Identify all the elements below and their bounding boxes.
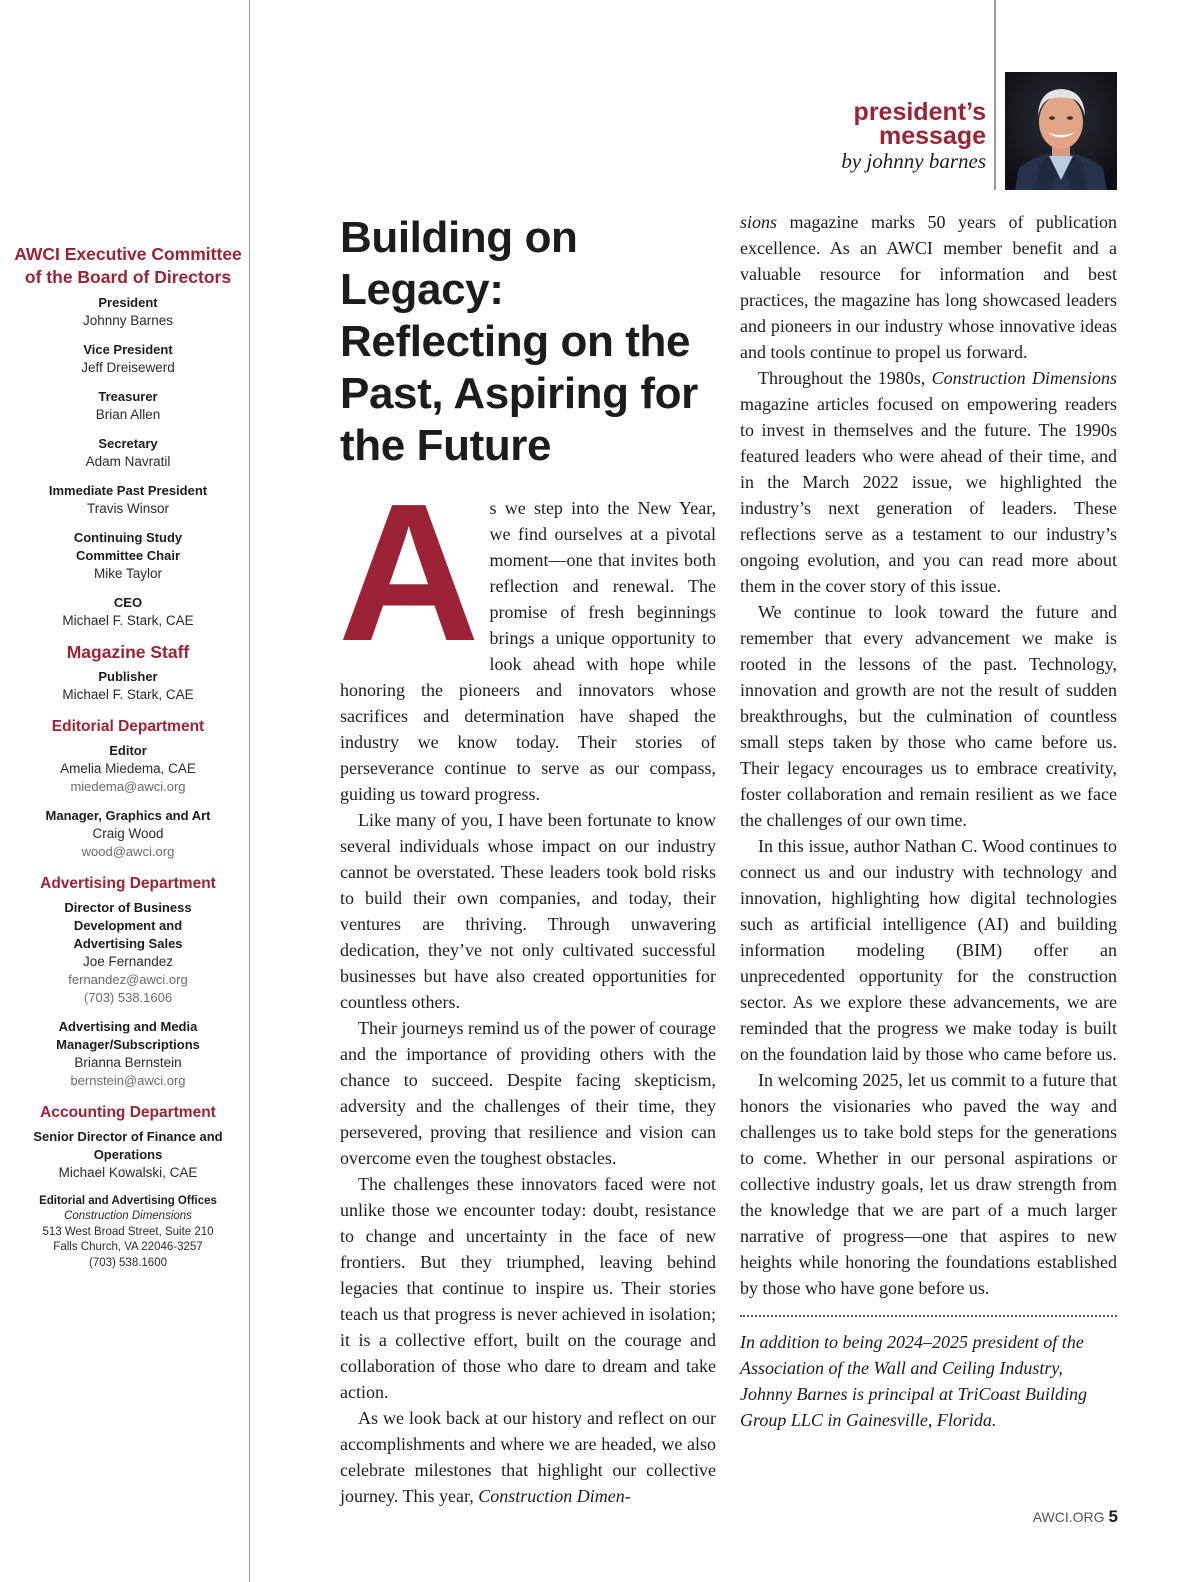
article-paragraph <box>740 209 1117 365</box>
magazine-staff-title: Magazine Staff <box>66 642 190 662</box>
offices-title: Editorial and Advertising Offices <box>39 1195 217 1207</box>
article-paragraph: Like many of you, I have been fortunate to know several individuals whose impact on our industry cannot be overstated. These leaders took bold risks to build their own companies, and today, their ventures are thriving. Through unwavering dedication, they’ve not only cultivated successful businesses but have also created opportunities for countless others. <box>340 810 716 1012</box>
masthead-entry <box>8 742 248 796</box>
author-bio: In addition to being 2024–2025 president of the Association of the Wall and Ceiling Industry, Johnny Barnes is principal at TriCoast Building Group LLC in Gainesville, Florida. <box>740 1332 1088 1430</box>
person-name: Amelia Miedema, CAE <box>60 761 196 776</box>
masthead-entry <box>8 1128 248 1182</box>
publication-title: Construction Dimen- <box>478 1486 631 1506</box>
byline: by johnny barnes <box>841 149 986 173</box>
role: Manager, Graphics and Art <box>45 808 211 823</box>
page-number: 5 <box>1108 1507 1118 1526</box>
role: Treasurer <box>98 389 158 404</box>
person-name: Travis Winsor <box>86 501 169 516</box>
person-name: Michael F. Stark, CAE <box>62 687 194 702</box>
publication-title: sions <box>740 212 778 232</box>
person-name: Brian Allen <box>95 407 161 422</box>
role: Senior Director of Finance and Operations <box>33 1129 223 1162</box>
page-footer <box>1033 1507 1118 1527</box>
role: Immediate Past President <box>48 483 208 498</box>
paragraph-text: Throughout the 1980s, <box>758 368 932 388</box>
exec-committee-title: AWCI Executive Committee of the Board of Directors <box>14 244 242 287</box>
article-headline: Building on Legacy: Reflecting on the Past, Aspiring for the Future <box>340 213 698 470</box>
masthead-entry <box>8 341 248 377</box>
paragraph-text: magazine articles focused on empowering readers to invest in themselves and the future. The 1990s featured leaders who were ahead of their time, and in the March 2022 issue, we highlighted the industry’s next generation of leaders. These reflections serve as a testament to our industry’s ongoing evolution, and you can read more about them in the cover story of this issue. <box>740 394 1117 596</box>
email[interactable]: miedema@awci.org <box>70 779 186 794</box>
article-paragraph: In this issue, author Nathan C. Wood continues to connect us and our industry with technology and innovation, highlighting how digital technologies such as artificial intelligence (AI) and building information modeling (BIM) offer an unprecedented opportunity for the construction sector. As we explore these advancements, we are reminded that the progress we make today is built on the foundation laid by those who came before us. <box>740 836 1117 1064</box>
role: Editor <box>109 743 147 758</box>
paragraph-text: magazine marks 50 years of publication excellence. As an AWCI member benefit and a valuable resource for information and best practices, the magazine has long showcased leaders and pioneers in our industry whose innovative ideas and tools continue to propel us forward. <box>740 212 1117 362</box>
offices-block <box>8 1193 248 1271</box>
masthead-entry <box>8 807 248 861</box>
person-name: Michael Kowalski, CAE <box>58 1165 198 1180</box>
column-label-line1: president’s <box>853 98 986 126</box>
masthead-entry <box>8 482 248 518</box>
masthead-entry <box>8 435 248 471</box>
person-name: Mike Taylor <box>93 566 163 581</box>
masthead <box>8 243 248 1271</box>
role: President <box>98 295 158 310</box>
masthead-entry <box>8 1018 248 1090</box>
masthead-entry <box>8 594 248 630</box>
role: Secretary <box>98 436 158 451</box>
article-paragraph: We continue to look toward the future and remember that every advancement we make is rooted in the lessons of the past. Technology, innovation and growth are not the result of sudden breakthroughs, but the culmination of countless small steps taken by those who came before us. Their legacy encourages us to embrace creativity, foster collaboration and remain resilient as we face the challenges of our own time. <box>740 602 1117 830</box>
publication-title: Construction Dimensions <box>931 368 1117 388</box>
role: Continuing Study Committee Chair <box>73 530 183 563</box>
column-divider <box>994 0 996 190</box>
street-address: 513 West Broad Street, Suite 210 <box>42 1225 214 1238</box>
publication-name: Construction Dimensions <box>64 1210 192 1222</box>
masthead-sidebar <box>0 0 250 1582</box>
article-paragraph <box>740 365 1117 599</box>
person-name: Michael F. Stark, CAE <box>62 613 194 628</box>
masthead-entry <box>8 294 248 330</box>
drop-cap: A <box>338 463 480 682</box>
role: Director of Business Development and Advertising Sales <box>64 900 192 951</box>
paragraph-text: s we step into the New Year, we find ourselves at a pivotal moment—one that invites both reflection and renewal. The promise of fresh beginnings brings a unique opportunity to look ahead with hope while honoring the pioneers and innovators whose sacrifices and determination have shaped the industry we know today. Their stories of perseverance continue to serve as our compass, guiding us toward progress. <box>340 498 716 804</box>
paragraph-text: As we look back at our history and reflect on our accomplishments and where we are headed, we also celebrate milestones that highlight our collective journey. This year, <box>340 1408 716 1506</box>
role: CEO <box>113 595 143 610</box>
email[interactable]: bernstein@awci.org <box>70 1073 186 1088</box>
role: Vice President <box>83 342 173 357</box>
article-paragraph: Their journeys remind us of the power of courage and the importance of providing others with the chance to succeed. Despite facing skepticism, adversity and the challenges of their time, they persevered, proving that resilience and vision can overcome even the toughest obstacles. <box>340 1018 716 1168</box>
column-label-line2: message <box>878 122 986 150</box>
person-name: Adam Navratil <box>85 454 171 469</box>
masthead-entry <box>8 529 248 583</box>
person-name: Jeff Dreisewerd <box>81 360 175 375</box>
article-column-left <box>338 463 716 1509</box>
phone: (703) 538.1606 <box>83 990 173 1005</box>
person-name: Craig Wood <box>92 826 164 841</box>
office-phone: (703) 538.1600 <box>88 1256 167 1269</box>
email[interactable]: wood@awci.org <box>81 844 175 859</box>
article-paragraph <box>340 1405 716 1509</box>
dotted-divider <box>740 1315 1117 1317</box>
editorial-dept-title: Editorial Department <box>51 718 205 735</box>
article-paragraph: In welcoming 2025, let us commit to a future that honors the visionaries who paved the way and challenges us to take bold steps for the generations to come. Whether in our personal aspirations or collective industry goals, let us draw strength from the knowledge that we are part of a much larger narrative of progress—one that aspires to new heights while honoring the foundations established by those who have gone before us. <box>740 1070 1117 1298</box>
article-paragraph: The challenges these innovators faced were not unlike those we encounter today: doubt, resistance to change and uncertainty in the face of new frontiers. But they triumphed, leaving behind legacies that continue to inspire us. Their stories teach us that progress is never achieved in isolation; it is a collective effort, built on the courage and collaboration of those who dare to dream and take action. <box>340 1174 716 1402</box>
person-name: Joe Fernandez <box>82 954 174 969</box>
author-portrait <box>1005 72 1117 190</box>
site-url[interactable]: AWCI.ORG <box>1032 1509 1105 1525</box>
masthead-entry <box>8 388 248 424</box>
role: Advertising and Media Manager/Subscriptions <box>56 1019 200 1052</box>
masthead-entry <box>8 899 248 1007</box>
person-name: Johnny Barnes <box>82 313 174 328</box>
person-name: Brianna Bernstein <box>74 1055 182 1070</box>
article-paragraph <box>338 463 716 807</box>
column-label <box>841 100 986 174</box>
city-address: Falls Church, VA 22046-3257 <box>53 1241 203 1253</box>
advertising-dept-title: Advertising Department <box>40 875 216 892</box>
email[interactable]: fernandez@awci.org <box>68 972 188 987</box>
accounting-dept-title: Accounting Department <box>40 1104 216 1121</box>
portrait-illustration <box>1005 72 1117 190</box>
role: Publisher <box>98 669 158 684</box>
masthead-entry <box>8 668 248 704</box>
article-column-right <box>740 209 1117 1433</box>
